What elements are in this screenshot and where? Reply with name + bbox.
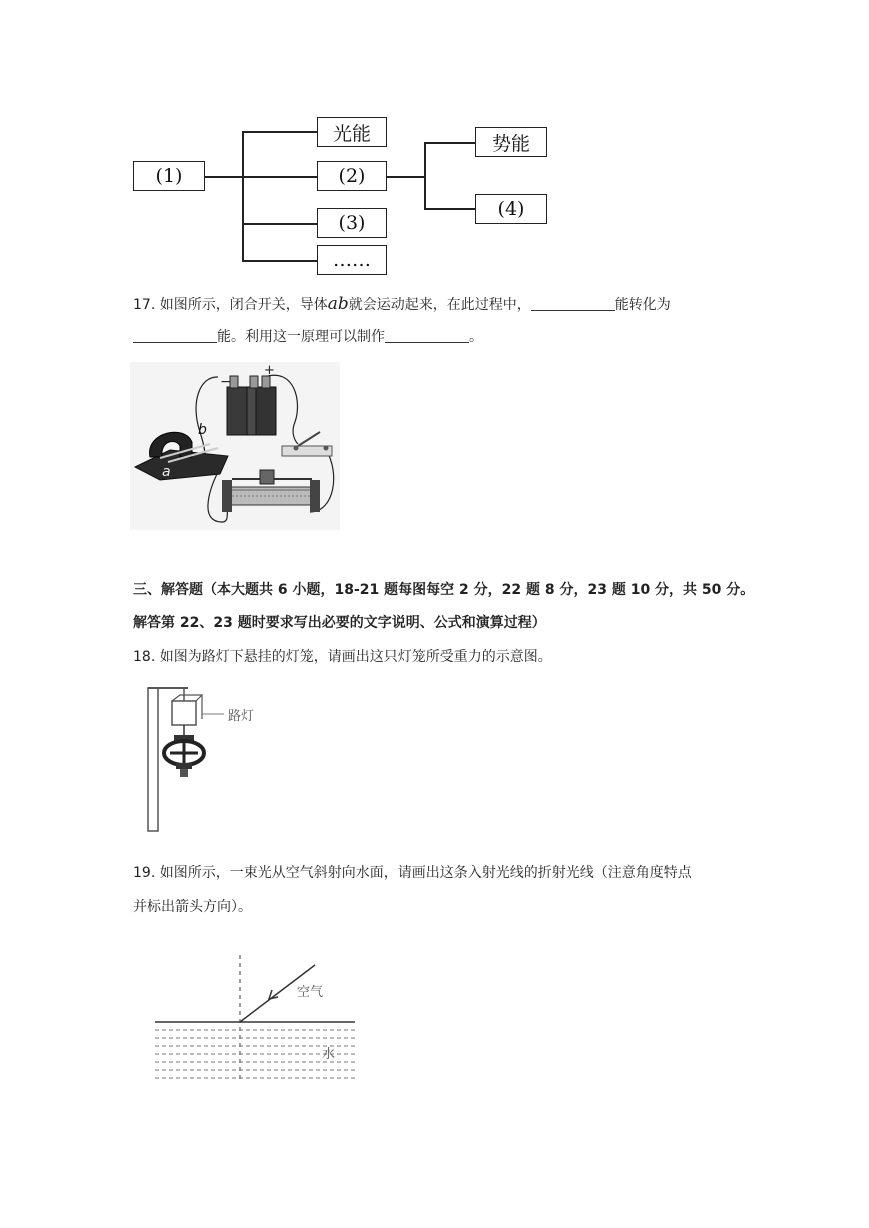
box-1: (1) [133, 161, 205, 191]
answer-blank[interactable] [531, 296, 615, 311]
section-heading: 三、解答题（本大题共 6 小题，18-21 题每图每空 2 分，22 题 8 分，23 题 10 分，共 50 分。 [133, 582, 755, 598]
connector [242, 131, 244, 261]
water-label: 水 [322, 1047, 336, 1062]
question-number: 17. [133, 297, 156, 313]
conductor-ab: ab [327, 294, 349, 314]
q19-body: 如图所示，一束光从空气斜射向水面，请画出这条入射光线的折射光线（注意角度特点 [159, 865, 692, 881]
box-light-energy: 光能 [317, 117, 387, 147]
connector [424, 208, 475, 210]
label-a: a [162, 464, 171, 480]
air-label: 空气 [297, 985, 324, 1000]
section-heading-continued: 解答第 22、23 题时要求写出必要的文字说明、公式和演算过程） [133, 615, 546, 631]
q19-line1 [133, 863, 692, 883]
q17-line2 [133, 327, 483, 347]
connector [242, 223, 317, 225]
box-potential-energy: 势能 [475, 127, 547, 157]
question-number: 19. [133, 865, 156, 881]
connector [424, 142, 426, 209]
battery-minus-label: − [220, 374, 232, 390]
q18-body: 如图为路灯下悬挂的灯笼，请画出这只灯笼所受重力的示意图。 [159, 649, 552, 665]
connector [242, 176, 317, 178]
q17-text: 如图所示，闭合开关，导体 [159, 297, 328, 313]
q19-line2: 并标出箭头方向）。 [133, 899, 252, 915]
answer-blank[interactable] [133, 328, 217, 343]
label-b: b [198, 422, 207, 438]
box-more: …… [317, 245, 387, 275]
answer-blank[interactable] [385, 328, 469, 343]
box-4: (4) [475, 194, 547, 224]
q18-text [133, 647, 552, 667]
q17-text: 。 [469, 329, 483, 345]
refraction-figure [150, 950, 360, 1090]
connector [242, 260, 317, 262]
motor-circuit-figure [130, 362, 340, 530]
q17-text: 能转化为 [614, 297, 671, 313]
street-lamp-figure [140, 683, 280, 835]
connector [424, 142, 475, 144]
street-lamp-label: 路灯 [228, 709, 255, 724]
battery-plus-label: + [264, 363, 275, 378]
q17-text: 就会运动起来，在此过程中， [348, 297, 531, 313]
box-3: (3) [317, 208, 387, 238]
box-2: (2) [317, 161, 387, 191]
connector [242, 131, 317, 133]
q17-line1 [133, 294, 671, 315]
connector [387, 176, 425, 178]
question-number: 18. [133, 649, 156, 665]
connector [205, 176, 243, 178]
q17-text: 能。利用这一原理可以制作 [217, 329, 385, 345]
